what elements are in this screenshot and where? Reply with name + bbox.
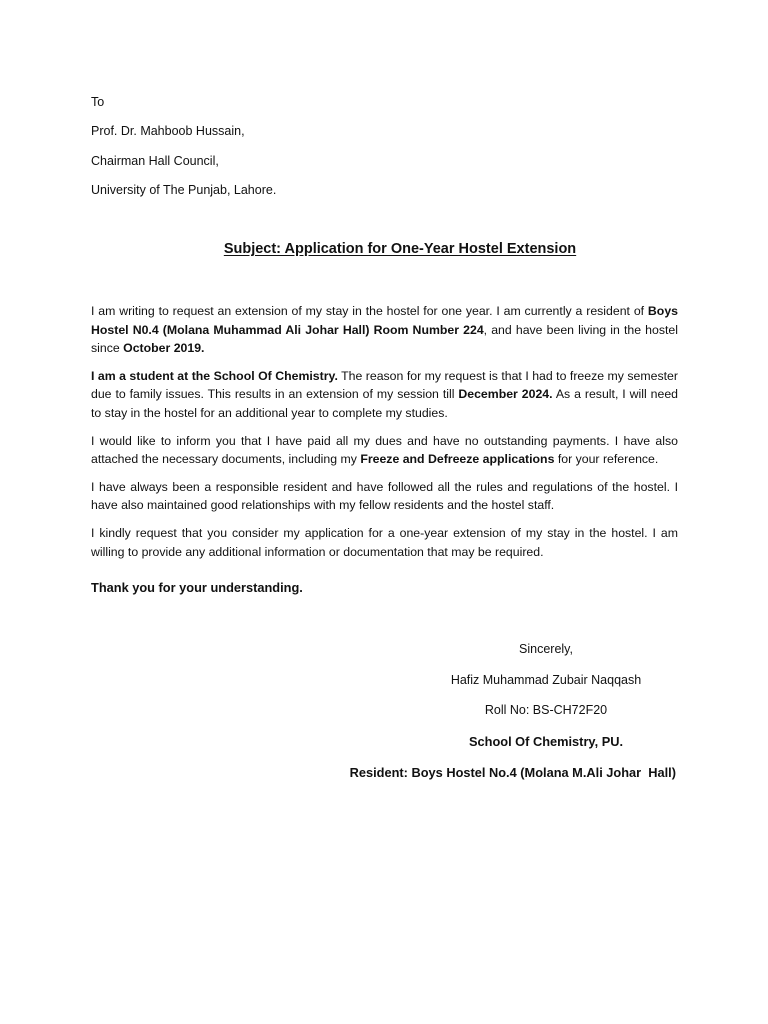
address-to: To: [91, 95, 105, 109]
paragraph-2-text-c: The reason for my request is that I had to freeze my semester due to family issues. This results in an extension of my session till: [91, 368, 678, 402]
paragraph-3: [91, 432, 678, 469]
paragraph-3-bold-applications: Freeze and Defreeze applications: [360, 452, 555, 467]
paragraph-1-text-a: I am writing to request an extension of my stay in the hostel for one year. I am currently a resident of: [91, 304, 648, 318]
paragraph-2-bold-date: December 2024.: [458, 387, 553, 402]
paragraph-2-bold-school: School Of Chemistry.: [213, 368, 338, 383]
signature-name: Hafiz Muhammad Zubair Naqqash: [450, 673, 642, 687]
recipient-name: Prof. Dr. Mahboob Hussain,: [91, 124, 245, 139]
paragraph-2-bold-a: I am a student at the: [91, 368, 214, 383]
letter-body: [91, 302, 678, 570]
thanks-line: Thank you for your understanding.: [91, 580, 303, 595]
signature-resident: Resident: Boys Hostel No.4 (Molana M.Ali Johar Hall): [349, 765, 676, 780]
paragraph-2: [91, 367, 678, 423]
paragraph-3-text-a: I would like to inform you that I have paid all my dues and have no outstanding payments. I have also attached the necessary documents, including my: [91, 433, 678, 467]
paragraph-2-text-e: As a result, I will need to stay in the hostel for an additional year to complete my studies.: [91, 387, 679, 420]
recipient-institution: University of The Punjab, Lahore.: [91, 182, 277, 197]
paragraph-5: I kindly request that you consider my application for a one-year extension of my stay in the hostel. I am willing to provide any additional information or documentation that may be required.: [91, 525, 678, 559]
signature-closing: Sincerely,: [519, 642, 573, 656]
recipient-title: Chairman Hall Council,: [91, 153, 219, 168]
paragraph-1: [91, 302, 678, 358]
signature-roll: Roll No: BS-CH72F20: [484, 703, 608, 717]
paragraph-1-text-c: , and have been living in the hostel since: [91, 322, 678, 356]
paragraph-3-text-c: for your reference.: [554, 452, 659, 467]
recipient-address: [91, 94, 276, 211]
paragraph-1-bold-date: October 2019.: [123, 341, 205, 356]
paragraph-4: I have always been a responsible resident and have followed all the rules and regulations of the hostel. I have also maintained good relationships with my fellow residents and the hostel staff.: [91, 479, 678, 513]
subject-line: Subject: Application for One-Year Hostel Extension: [223, 241, 577, 257]
paragraph-1-bold-hostel: Boys Hostel N0.4 (Molana Muhammad Ali Johar Hall) Room Number 224: [91, 304, 678, 337]
signature-school: School Of Chemistry, PU.: [468, 734, 624, 749]
